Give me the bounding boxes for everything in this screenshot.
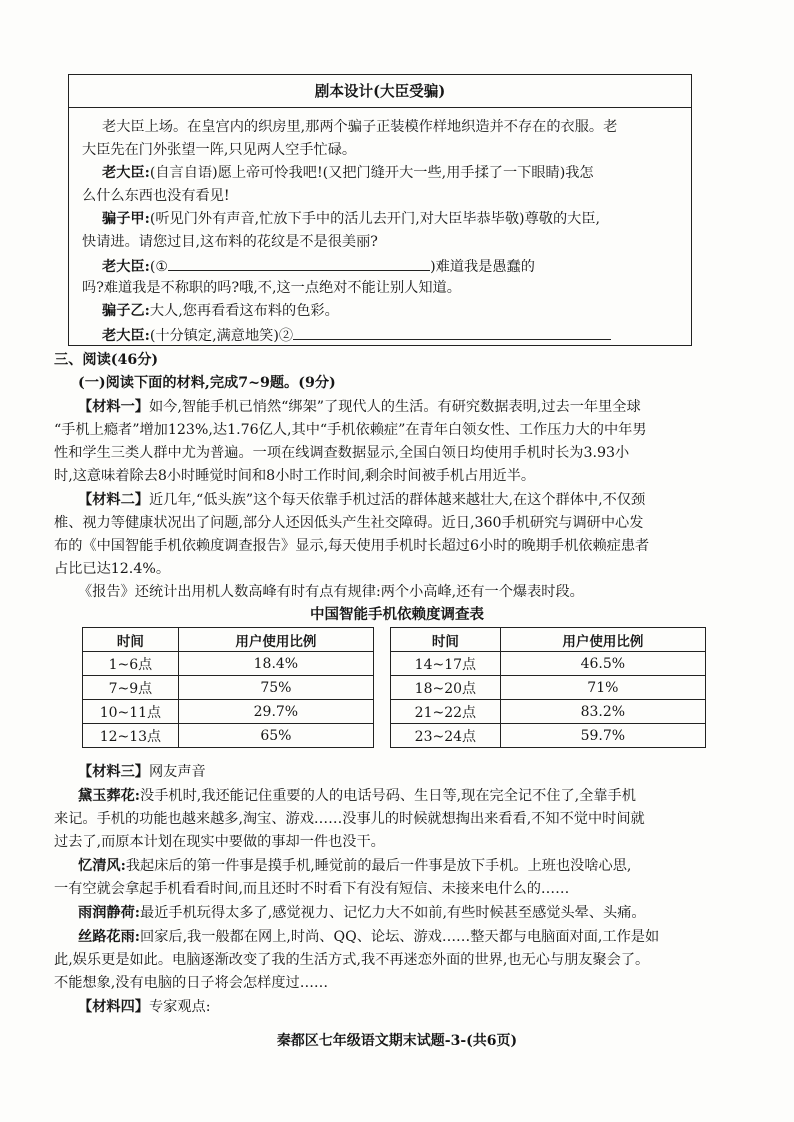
table-row [391, 724, 706, 748]
line-text: )难道我是愚蠢的 [430, 259, 535, 275]
comment-1-line-2: 来记。手机的功能也越来越多,淘宝、游戏……没事儿的时候就想掏出来看看,不知不觉中时间就 [54, 811, 645, 827]
cell-ratio: 29.7% [178, 700, 373, 724]
material-2-line-4: 占比已达12.4%。 [54, 561, 171, 577]
cell-time: 10~11点 [83, 700, 179, 724]
line-text: (自言自语)愿上帝可怜我吧!(又把门缝开大一些,用手揉了一下眼睛)我怎 [149, 165, 594, 181]
script-line-6: 快请进。请您过目,这布料的花纹是不是很美丽? [82, 234, 378, 250]
commenter-name: 忆清风: [78, 858, 126, 874]
cell-ratio: 71% [500, 676, 705, 700]
cell-ratio: 75% [178, 676, 373, 700]
speaker-swindler-b: 骗子乙: [102, 303, 150, 319]
material-3-heading [78, 762, 206, 782]
table-row [391, 652, 706, 676]
usage-table-left [82, 627, 374, 748]
cell-ratio: 18.4% [178, 652, 373, 676]
comment-1-line-1 [78, 786, 636, 806]
line-text: (十分镇定,满意地笑)② [149, 328, 294, 344]
material-2-line-3: 布的《中国智能手机依赖度调查报告》显示,每天使用手机时长超过6小时的晚期手机依赖症患者 [54, 538, 650, 554]
comment-4-line-3: 不能想象,没有电脑的日子将会怎样度过…… [54, 975, 329, 991]
material-text: 近几年,“低头族”这个每天依靠手机过活的群体越来越壮大,在这个群体中,不仅颈 [148, 492, 646, 508]
script-title: 剧本设计(大臣受骗) [69, 75, 691, 108]
cell-time: 23~24点 [391, 724, 501, 748]
column-header-ratio: 用户使用比例 [178, 628, 373, 652]
commenter-name: 黛玉葬花: [78, 788, 140, 804]
line-text: 大人,您再看看这布料的色彩。 [149, 303, 339, 319]
table-row [391, 700, 706, 724]
comment-text: 我起床后的第一件事是摸手机,睡觉前的最后一件事是放下手机。上班也没啥心思, [125, 858, 632, 874]
part-heading: (一)阅读下面的材料,完成7~9题。(9分) [78, 375, 336, 391]
comment-4-line-1 [78, 927, 659, 947]
material-1-tag: 【材料一】 [78, 399, 149, 415]
script-line-10 [102, 324, 611, 346]
table-title: 中国智能手机依赖度调查表 [310, 607, 484, 623]
speaker-old-minister: 老大臣: [102, 165, 150, 181]
speaker-old-minister: 老大臣: [102, 328, 150, 344]
cell-time: 12~13点 [83, 724, 179, 748]
script-line-2: 大臣先在门外张望一阵,只见两人空手忙碌。 [82, 142, 357, 158]
script-line-4: 么什么东西也没有看见! [82, 188, 230, 204]
section-heading: 三、阅读(46分) [54, 352, 159, 368]
cell-time: 21~22点 [391, 700, 501, 724]
line-text: (听见门外有声音,忙放下手中的活儿去开门,对大臣毕恭毕敬)尊敬的大臣, [149, 211, 601, 227]
commenter-name: 丝路花雨: [78, 929, 140, 945]
material-2-tag: 【材料二】 [78, 492, 149, 508]
table-row [83, 652, 374, 676]
script-line-1: 老大臣上场。在皇宫内的织房里,那两个骗子正装模作样地织造并不存在的衣服。老 [102, 119, 618, 135]
answer-blank-2[interactable] [293, 324, 611, 340]
cell-ratio: 59.7% [500, 724, 705, 748]
table-header-row [391, 628, 706, 652]
material-1-line-3: 性和学生三类人群中尤为普遍。一项在线调查数据显示,全国白领日均使用手机时长为3.93小 [54, 445, 630, 461]
script-line-3 [102, 163, 594, 183]
column-header-ratio: 用户使用比例 [500, 628, 705, 652]
table-row [83, 724, 374, 748]
answer-blank-1[interactable] [168, 255, 430, 271]
cell-ratio: 65% [178, 724, 373, 748]
line-text: (① [149, 259, 169, 275]
material-2-line-2: 椎、视力等健康状况出了问题,部分人还因低头产生社交障碍。近日,360手机研究与调研中心发 [54, 515, 644, 531]
cell-time: 7~9点 [83, 676, 179, 700]
page-footer: 秦都区七年级语文期末试题-3-(共6页) [276, 1033, 518, 1049]
material-2-line-1 [78, 490, 645, 510]
material-1-line-1 [78, 397, 641, 417]
material-1-line-4: 时,这意味着除去8小时睡觉时间和8小时工作时间,剩余时间被手机占用近半。 [54, 468, 536, 484]
comment-text: 回家后,我一般都在网上,时尚、QQ、论坛、游戏……整天都与电脑面对面,工作是如 [140, 929, 660, 945]
comment-3-line-1 [78, 903, 646, 923]
cell-time: 1~6点 [83, 652, 179, 676]
column-header-time: 时间 [83, 628, 179, 652]
cell-ratio: 83.2% [500, 700, 705, 724]
cell-ratio: 46.5% [500, 652, 705, 676]
table-row [391, 676, 706, 700]
cell-time: 14~17点 [391, 652, 501, 676]
material-4-line [78, 997, 210, 1017]
commenter-name: 雨润静荷: [78, 905, 140, 921]
table-row [83, 676, 374, 700]
comment-text: 没手机时,我还能记住重要的人的电话号码、生日等,现在完全记不住了,全靠手机 [140, 788, 636, 804]
report-line: 《报告》还统计出用机人数高峰有时有点有规律:两个小高峰,还有一个爆表时段。 [78, 584, 584, 600]
table-header-row [83, 628, 374, 652]
script-line-9 [102, 301, 339, 321]
material-4-tag: 【材料四】 [78, 999, 149, 1015]
speaker-old-minister: 老大臣: [102, 259, 150, 275]
material-text: 网友声音 [148, 764, 206, 780]
table-row [83, 700, 374, 724]
comment-text: 最近手机玩得太多了,感觉视力、记忆力大不如前,有些时候甚至感觉头晕、头痛。 [140, 905, 646, 921]
material-3-tag: 【材料三】 [78, 764, 149, 780]
speaker-swindler-a: 骗子甲: [102, 211, 150, 227]
comment-4-line-2: 此,娱乐更是如此。电脑逐渐改变了我的生活方式,我不再迷恋外面的世界,也无心与朋友聚会了。 [54, 952, 650, 968]
material-text: 如今,智能手机已悄然“绑架”了现代人的生活。有研究数据表明,过去一年里全球 [148, 399, 641, 415]
script-line-5 [102, 209, 600, 229]
script-line-8: 吗?难道我是不称职的吗?哦,不,这一点绝对不能让别人知道。 [82, 280, 461, 296]
column-header-time: 时间 [391, 628, 501, 652]
cell-time: 18~20点 [391, 676, 501, 700]
comment-2-line-1 [78, 856, 631, 876]
comment-2-line-2: 一有空就会拿起手机看看时间,而且还时不时看下有没有短信、未接来电什么的…… [54, 881, 570, 897]
usage-table-right [390, 627, 706, 748]
comment-1-line-3: 过去了,而原本计划在现实中要做的事却一件也没干。 [54, 834, 385, 850]
material-1-line-2: “手机上瘾者”增加123%,达1.76亿人,其中“手机依赖症”在青年白领女性、工作压力大的中年男 [54, 422, 647, 438]
material-text: 专家观点: [148, 999, 211, 1015]
script-line-7 [102, 255, 535, 277]
